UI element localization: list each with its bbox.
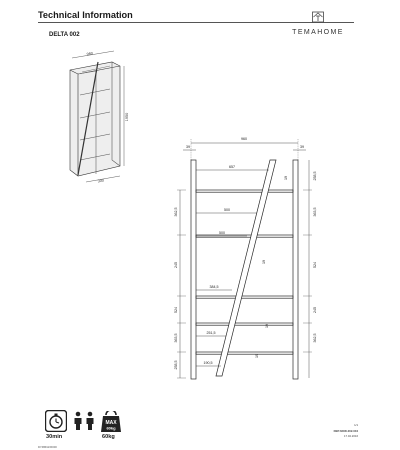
sheet-title: Technical Information <box>38 10 133 20</box>
weight-badge-line1: MAX <box>105 420 117 426</box>
overview-depth-label: 300 <box>97 178 105 184</box>
right-height-label: 524 <box>313 262 317 268</box>
footer-code: D7486GFR000 <box>38 445 57 449</box>
left-height-label: 258,5 <box>174 360 178 370</box>
small-shelf-mark: 19 <box>262 260 266 264</box>
right-height-label: 363,5 <box>313 207 317 217</box>
small-shelf-mark: 19 <box>255 354 259 358</box>
two-people-icon <box>72 411 96 436</box>
right-post-label: 39 <box>300 145 304 149</box>
brand-name: TEMAHOME <box>292 29 344 36</box>
isometric-overview <box>70 51 124 182</box>
shelf <box>196 190 293 192</box>
shelf-width-label: 657 <box>229 165 235 169</box>
right-height-label: 362,5 <box>313 333 317 343</box>
right-height-label: 258,5 <box>313 171 317 181</box>
right-height-label: 245 <box>313 307 317 313</box>
page-number: 1/1 <box>354 423 358 427</box>
document-date: 17.02.2016 <box>344 434 358 438</box>
max-weight-label: 60kg <box>102 434 115 440</box>
shelf-width-label: 190,5 <box>203 361 213 365</box>
left-post-label: 39 <box>186 145 190 149</box>
small-shelf-mark: 19 <box>265 324 269 328</box>
weight-badge-line2: 60kg <box>106 425 116 431</box>
assembly-time-label: 30min <box>46 434 63 440</box>
front-elevation <box>177 139 312 379</box>
right-post <box>293 160 298 379</box>
overall-width-label: 960 <box>241 137 247 141</box>
shelf-width-label: 251,5 <box>206 331 216 335</box>
overview-width-label: 960 <box>86 51 94 57</box>
left-post <box>191 160 196 379</box>
shelf-width-label: 384,5 <box>209 285 219 289</box>
left-height-label: 524 <box>174 307 178 313</box>
left-height-label: 245 <box>174 262 178 268</box>
left-height-label: 362,5 <box>174 207 178 217</box>
document-reference: DEP-MOD-002-004 <box>333 429 358 433</box>
inner-post-label: 19 <box>284 176 288 180</box>
shelf <box>196 323 293 325</box>
left-height-label: 363,5 <box>174 333 178 343</box>
shelf <box>196 296 293 298</box>
shelf-width-label: 500 <box>224 208 230 212</box>
shelf-width-label: 500 <box>219 231 225 235</box>
product-code: DELTA 002 <box>49 32 80 38</box>
stopwatch-icon <box>45 410 67 437</box>
shelf <box>196 352 293 354</box>
overview-height-label: 1950 <box>125 112 129 122</box>
